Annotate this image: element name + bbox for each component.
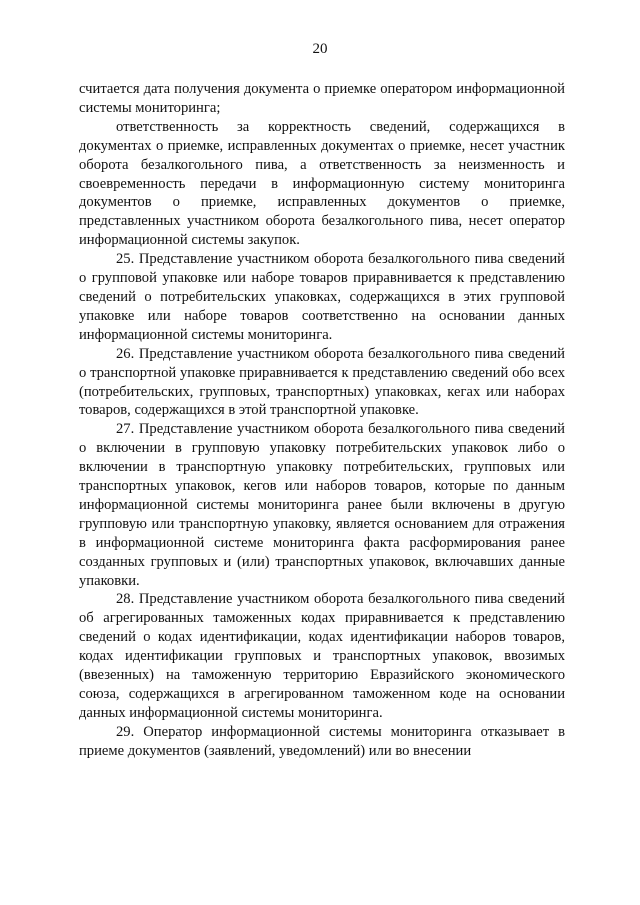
- paragraph-25: 25. Представление участником оборота безалкогольного пива сведений о групповой упаковке или наборе товаров приравнивается к представлению сведений о потребительских упаковках, содержащихся в этих групповой упаковке или наборе товаров соответственно на основании данных информационной системы мониторинга.: [79, 251, 565, 343]
- paragraph-28: 28. Представление участником оборота безалкогольного пива сведений об агрегированных таможенных кодах приравнивается к представлению сведений о кодах идентификации, кодах идентификации наборов товаров, кодах идентификации групповых и транспортных упаковок, ввозимых (ввезенных) на таможенную территорию Евразийского экономического союза, содержащихся в агрегированном таможенном коде на основании данных информационной системы мониторинга.: [79, 591, 565, 721]
- paragraph-26: 26. Представление участником оборота безалкогольного пива сведений о транспортной упаковке приравнивается к представлению сведений обо всех (потребительских, групповых, транспортных) упаковках, кегах или наборах товаров, содержащихся в этой транспортной упаковке.: [79, 345, 565, 419]
- paragraph-responsibility: ответственность за корректность сведений, содержащихся в документах о приемке, исправленных документах о приемке, несет участник оборота безалкогольного пива, а ответственность за неизменность и своевременность передачи в информационную систему мониторинга документов о приемке, исправленных документов о приемке, представленных участником оборота безалкогольного пива, несет оператор информационной системы закупок.: [79, 118, 565, 249]
- document-body: [79, 80, 565, 761]
- paragraph-continuation: считается дата получения документа о приемке оператором информационной системы мониторинга;: [79, 81, 565, 116]
- page-number: 20: [312, 41, 328, 57]
- paragraph-29: 29. Оператор информационной системы мониторинга отказывает в приеме документов (заявлений, уведомлений) или во внесении: [79, 723, 565, 759]
- paragraph-27: 27. Представление участником оборота безалкогольного пива сведений о включении в групповую упаковку потребительских упаковок либо о включении в транспортную упаковку потребительских, групповых или транспортных упаковок, кегов или наборов товаров, которые по данным информационной системы мониторинга ранее были включены в другую групповую или транспортную упаковку, является основанием для отражения в информационной системе мониторинга факта расформирования ранее созданных групповых и (или) транспортных упаковок, включавших данные упаковки.: [79, 421, 565, 589]
